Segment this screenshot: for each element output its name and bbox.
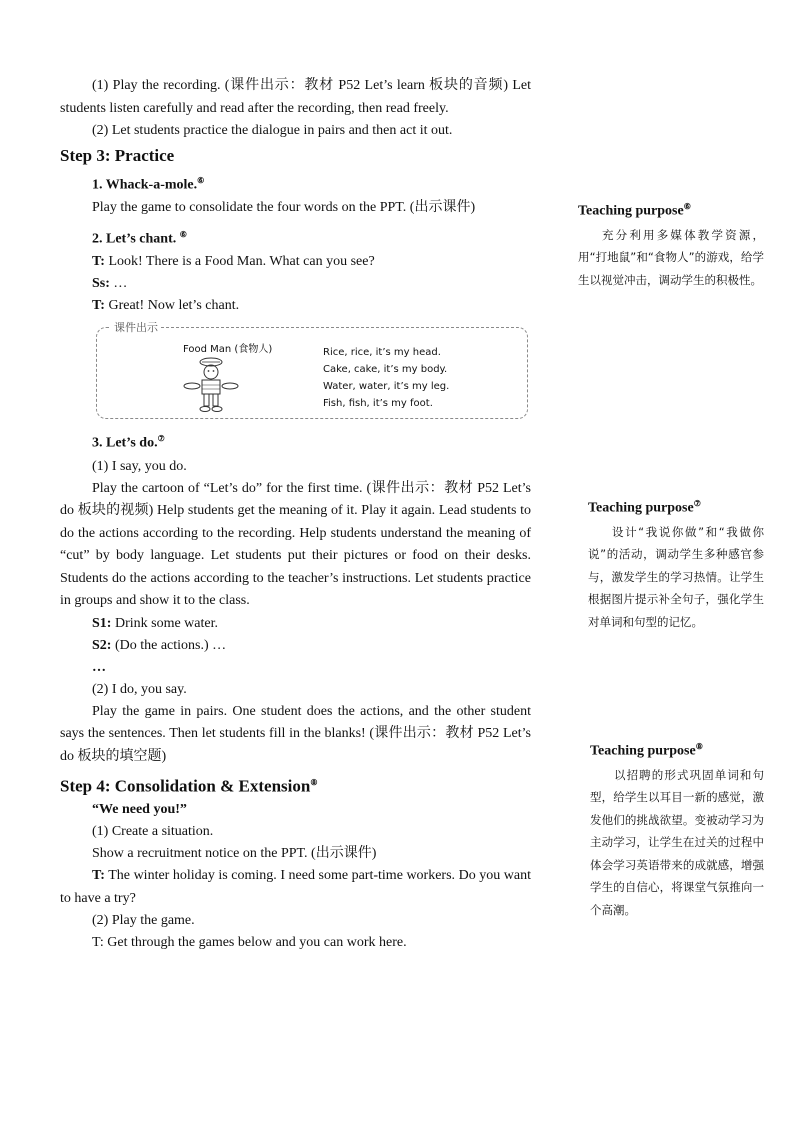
chant-rhyme — [323, 344, 449, 412]
i-say-line: (1) I say, you do. — [92, 458, 187, 474]
rhyme-line: Cake, cake, it’s my body. — [323, 364, 448, 376]
get-through-line: T: Get through the games below and you can work here. — [92, 935, 407, 951]
whack-paragraph: Play the game to consolidate the four words on the PPT. (出示课件) — [92, 200, 476, 216]
dialogue-line: T: Great! Now let’s chant. — [92, 298, 240, 314]
teaching-purpose-text: 设计“我说你做”和“我做你说”的活动，调动学生多种感官参与，激发学生的学习热情。让学生根据图片提示补全句子，强化学生对单词和句型的记忆。 — [588, 524, 764, 629]
chant-heading: 2. Let’s chant. ⑥ — [92, 229, 187, 247]
letsdo-heading: 3. Let’s do.⑦ — [92, 434, 165, 451]
step3-heading: Step 3: Practice — [60, 145, 175, 165]
teaching-purpose-title: Teaching purpose⑦ — [588, 499, 701, 516]
pairs-paragraph: (2) Let students practice the dialogue in pairs and then act it out. — [92, 123, 453, 138]
rhyme-line: Fish, fish, it’s my foot. — [323, 398, 433, 410]
food-man-title: Food Man (食物人) — [183, 344, 273, 356]
rhyme-line: Water, water, it’s my leg. — [323, 381, 450, 393]
teaching-purpose-7 — [588, 494, 764, 633]
we-need-you: “We need you!” — [92, 802, 187, 818]
courseware-label: 课件出示 — [111, 319, 161, 335]
whack-heading: 1. Whack-a-mole.⑥ — [92, 175, 205, 193]
food-man-illustration — [183, 356, 239, 414]
teaching-purpose-title: Teaching purpose⑧ — [590, 742, 703, 759]
step4-heading: Step 4: Consolidation & Extension⑧ — [60, 777, 318, 797]
show-line: Show a recruitment notice on the PPT. (出示课件) — [92, 846, 377, 862]
courseware-box — [96, 321, 528, 419]
dialogue-line: S1: Drink some water. — [92, 615, 218, 631]
teaching-purpose-title: Teaching purpose⑥ — [578, 202, 691, 219]
teaching-purpose-text: 以招聘的形式巩固单词和句型，给学生以耳目一新的感觉，激发他们的挑战欲望。变被动学习为主动学习，让学生在过关的过程中体会学习英语带来的成就感，增强学生的自信心，将课堂气氛推向一个高潮。 — [590, 767, 764, 917]
recording-paragraph: (1) Play the recording. (课件出示：教材 P52 Let’s learn 板块的音频) Let students listen carefully and read after the recording, then read freely. — [60, 78, 531, 116]
teaching-purpose-8 — [590, 737, 764, 921]
rhyme-line: Rice, rice, it’s my head. — [323, 347, 441, 359]
create-line: (1) Create a situation. — [92, 824, 214, 840]
i-do-line: (2) I do, you say. — [92, 681, 187, 697]
teacher-paragraph: T: The winter holiday is coming. I need some part-time workers. Do you want to have a try? — [60, 868, 531, 906]
teaching-purpose-text: 充分利用多媒体教学资源，用“打地鼠”和“食物人”的游戏，给学生以视觉冲击，调动学生的积极性。 — [578, 227, 764, 287]
footnote-marker: ⑧ — [310, 778, 318, 788]
footnote-marker: ⑥ — [197, 175, 205, 185]
play-line: (2) Play the game. — [92, 913, 195, 929]
teaching-purpose-6 — [578, 197, 764, 291]
letsdo-paragraph: Play the cartoon of “Let’s do” for the first time. (课件出示：教材 P52 Let’s do 板块的视频) Help students get the meaning of it. Play it again. Lead students to do the actions according to the recording. Help students understand the meaning of “cut” by body language. Let students put their pictures or food on their desks. Students do the actions according to the teacher’s instructions. Let students practice in groups and show it to the class. — [60, 480, 531, 609]
footnote-marker: ⑧ — [695, 742, 703, 751]
footnote-marker: ⑥ — [179, 229, 187, 239]
main-column — [60, 75, 531, 954]
dialogue-line: T: Look! There is a Food Man. What can you see? — [92, 254, 375, 270]
ellipsis-line: … — [92, 659, 106, 675]
letsdo-paragraph-2: Play the game in pairs. One student does the actions, and the other student says the sentences. Then let students fill in the blanks! (课件出示：教材 P52 Let’s do 板块的填空题) — [60, 703, 531, 764]
footnote-marker: ⑥ — [683, 202, 691, 211]
footnote-marker: ⑦ — [157, 434, 165, 444]
dialogue-line: S2: (Do the actions.) … — [92, 637, 227, 653]
dialogue-line: Ss: … — [92, 276, 128, 292]
footnote-marker: ⑦ — [693, 499, 701, 508]
